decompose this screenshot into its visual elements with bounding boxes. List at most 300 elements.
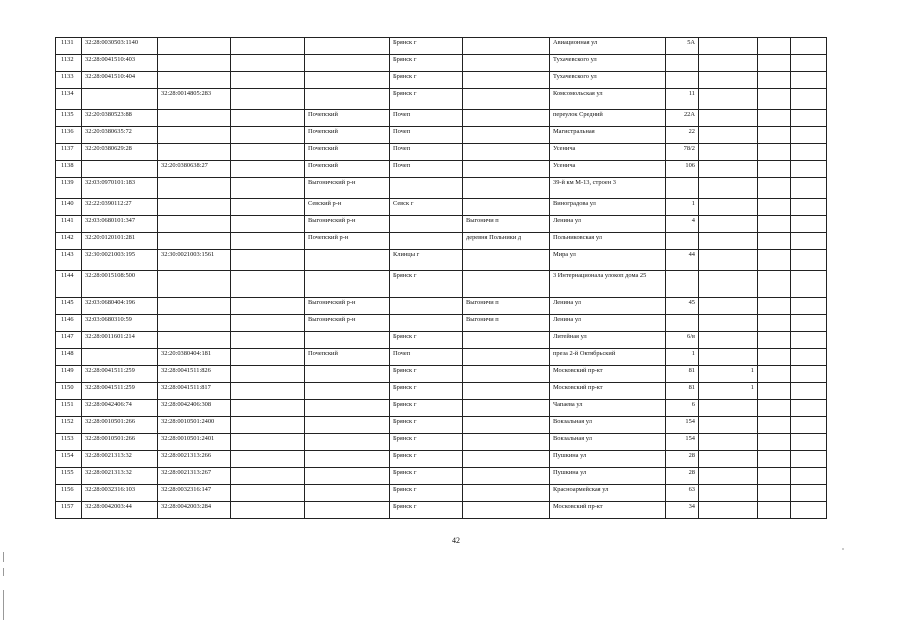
table-cell-col7: Усенича (550, 161, 666, 178)
table-cell-col5: Брянск г (390, 55, 463, 72)
table-cell-col10 (758, 55, 791, 72)
scan-edge-mark (3, 590, 4, 620)
table-row (56, 110, 827, 127)
table-cell-index: 1140 (56, 199, 82, 216)
table-cell-col4: Выгоничский р-н (305, 298, 390, 315)
table-cell-col5 (390, 178, 463, 199)
table-cell-col3 (231, 127, 305, 144)
table-cell-col6: Выгоничи п (463, 315, 550, 332)
table-cell-col2 (158, 127, 231, 144)
table-cell-col8: 44 (666, 250, 699, 271)
table-cell-col10 (758, 144, 791, 161)
table-cell-col5: Почеп (390, 144, 463, 161)
table-cell-col7: Тухачевского ул (550, 55, 666, 72)
table-cell-index: 1145 (56, 298, 82, 315)
table-cell-col11 (791, 55, 827, 72)
table-cell-col9 (699, 451, 758, 468)
table-cell-col4 (305, 271, 390, 298)
table-cell-col3 (231, 298, 305, 315)
table-cell-col10 (758, 216, 791, 233)
table-cell-col3 (231, 72, 305, 89)
table-cell-col5 (390, 315, 463, 332)
table-cell-col1: 32:28:0041510:404 (82, 72, 158, 89)
table-cell-col2: 32:28:0021313:267 (158, 468, 231, 485)
table-cell-index: 1156 (56, 485, 82, 502)
table-cell-col3 (231, 55, 305, 72)
table-cell-col4: Севский р-н (305, 199, 390, 216)
table-cell-col3 (231, 199, 305, 216)
table-cell-col11 (791, 451, 827, 468)
table-cell-col3 (231, 233, 305, 250)
table-cell-col9 (699, 110, 758, 127)
table-cell-col11 (791, 144, 827, 161)
table-cell-col2 (158, 315, 231, 332)
table-cell-col7: Вокзальная ул (550, 434, 666, 451)
table-cell-col5: Брянск г (390, 451, 463, 468)
table-cell-col7: 3 Интернационала улокоп дома 25 (550, 271, 666, 298)
table-cell-col4: Выгоничский р-н (305, 315, 390, 332)
table-cell-col5: Брянск г (390, 468, 463, 485)
table-cell-col8: 78/2 (666, 144, 699, 161)
table-cell-col2 (158, 38, 231, 55)
table-cell-col4 (305, 400, 390, 417)
table-cell-col3 (231, 468, 305, 485)
table-cell-col11 (791, 298, 827, 315)
table-cell-col5: Брянск г (390, 417, 463, 434)
table-cell-col5 (390, 233, 463, 250)
table-cell-col4 (305, 55, 390, 72)
table-cell-col2: 32:28:0032316:147 (158, 485, 231, 502)
table-cell-col9 (699, 89, 758, 110)
table-cell-col5: Брянск г (390, 400, 463, 417)
table-cell-col10 (758, 127, 791, 144)
table-cell-col5: Брянск г (390, 271, 463, 298)
table-cell-col1: 32:22:0390112:27 (82, 199, 158, 216)
table-cell-col9 (699, 271, 758, 298)
table-cell-col4: Почепский р-н (305, 233, 390, 250)
table-cell-col11 (791, 417, 827, 434)
table-cell-index: 1148 (56, 349, 82, 366)
table-cell-col1: 32:20:0380523:88 (82, 110, 158, 127)
table-cell-col7: Тухачевского ул (550, 72, 666, 89)
table-cell-col9 (699, 233, 758, 250)
table-cell-col7: 39-й км М-13, строен 3 (550, 178, 666, 199)
table-cell-col4: Выгоничский р-н (305, 178, 390, 199)
table-cell-col4 (305, 468, 390, 485)
table-cell-col7: Комсомольская ул (550, 89, 666, 110)
registry-table (55, 37, 827, 519)
table-cell-col7: Магистральная (550, 127, 666, 144)
table-cell-col1: 32:20:0380629:28 (82, 144, 158, 161)
table-body (56, 38, 827, 519)
table-cell-col1: 32:28:0041511:259 (82, 366, 158, 383)
table-row (56, 72, 827, 89)
table-cell-col8: 4 (666, 216, 699, 233)
table-cell-col1: 32:03:0680310:59 (82, 315, 158, 332)
table-cell-col2 (158, 199, 231, 216)
table-cell-col6 (463, 72, 550, 89)
table-cell-col8: 154 (666, 417, 699, 434)
table-cell-col10 (758, 400, 791, 417)
table-cell-col10 (758, 451, 791, 468)
table-cell-col4: Почепский (305, 127, 390, 144)
table-cell-col5: Брянск г (390, 332, 463, 349)
table-row (56, 468, 827, 485)
table-cell-col7: Виноградова ул (550, 199, 666, 216)
table-cell-col1: 32:03:0680101:347 (82, 216, 158, 233)
table-cell-col3 (231, 332, 305, 349)
table-cell-col6 (463, 417, 550, 434)
table-cell-col2: 32:30:0021003:1561 (158, 250, 231, 271)
table-cell-index: 1135 (56, 110, 82, 127)
table-cell-col7: Московский пр-кт (550, 366, 666, 383)
table-cell-col6 (463, 144, 550, 161)
table-cell-col3 (231, 383, 305, 400)
table-cell-index: 1144 (56, 271, 82, 298)
table-cell-index: 1151 (56, 400, 82, 417)
table-cell-col11 (791, 400, 827, 417)
table-cell-index: 1134 (56, 89, 82, 110)
table-cell-col3 (231, 161, 305, 178)
table-cell-col10 (758, 383, 791, 400)
table-cell-col5: Брянск г (390, 502, 463, 519)
table-cell-col3 (231, 434, 305, 451)
table-cell-col2: 32:28:0021313:266 (158, 451, 231, 468)
table-row (56, 502, 827, 519)
table-cell-col7: Московский пр-кт (550, 502, 666, 519)
table-cell-col11 (791, 383, 827, 400)
table-cell-col1: 32:28:0041511:259 (82, 383, 158, 400)
table-cell-col6 (463, 250, 550, 271)
table-cell-col6 (463, 434, 550, 451)
table-cell-col9 (699, 349, 758, 366)
table-cell-col4 (305, 250, 390, 271)
table-cell-col8: 81 (666, 383, 699, 400)
table-cell-col2: 32:28:0010501:2401 (158, 434, 231, 451)
table-cell-col9 (699, 434, 758, 451)
table-cell-col3 (231, 366, 305, 383)
table-cell-col6 (463, 127, 550, 144)
table-cell-col10 (758, 332, 791, 349)
table-cell-col4 (305, 366, 390, 383)
table-cell-col11 (791, 271, 827, 298)
table-cell-col9 (699, 38, 758, 55)
table-cell-col5 (390, 298, 463, 315)
table-cell-col8: 1 (666, 199, 699, 216)
table-cell-col8 (666, 271, 699, 298)
table-cell-col11 (791, 502, 827, 519)
table-cell-col5: Почеп (390, 161, 463, 178)
page-number: 42 (452, 536, 460, 545)
table-cell-col6 (463, 332, 550, 349)
table-cell-col8: 45 (666, 298, 699, 315)
table-row (56, 38, 827, 55)
table-row (56, 349, 827, 366)
table-cell-col1: 32:28:0041510:403 (82, 55, 158, 72)
table-cell-index: 1141 (56, 216, 82, 233)
table-cell-col11 (791, 332, 827, 349)
table-cell-index: 1154 (56, 451, 82, 468)
table-cell-index: 1137 (56, 144, 82, 161)
table-cell-col1: 32:20:0120101:281 (82, 233, 158, 250)
table-cell-col11 (791, 250, 827, 271)
table-cell-col6 (463, 89, 550, 110)
table-row (56, 127, 827, 144)
table-cell-col10 (758, 72, 791, 89)
table-cell-col9 (699, 55, 758, 72)
table-row (56, 161, 827, 178)
table-cell-index: 1146 (56, 315, 82, 332)
table-cell-col9 (699, 216, 758, 233)
table-cell-col7: Усенича (550, 144, 666, 161)
table-cell-index: 1138 (56, 161, 82, 178)
table-row (56, 434, 827, 451)
table-cell-col5: Брянск г (390, 89, 463, 110)
table-cell-col6 (463, 451, 550, 468)
table-cell-col11 (791, 468, 827, 485)
table-cell-col6 (463, 161, 550, 178)
table-cell-col2 (158, 72, 231, 89)
table-cell-col11 (791, 127, 827, 144)
table-cell-col7: переулок Средний (550, 110, 666, 127)
table-cell-col9 (699, 161, 758, 178)
table-cell-col4: Почепский (305, 110, 390, 127)
table-cell-col9 (699, 400, 758, 417)
table-cell-col2: 32:28:0041511:817 (158, 383, 231, 400)
table-cell-col11 (791, 233, 827, 250)
table-cell-col2: 32:20:0380404:181 (158, 349, 231, 366)
table-cell-col10 (758, 298, 791, 315)
table-cell-col2 (158, 144, 231, 161)
table-cell-col6: деревня Польники д (463, 233, 550, 250)
table-cell-col9 (699, 72, 758, 89)
table-cell-col2: 32:28:0014805:283 (158, 89, 231, 110)
scan-edge-mark (3, 552, 4, 562)
table-cell-col8: 34 (666, 502, 699, 519)
table-cell-col7: Красноармейская ул (550, 485, 666, 502)
table-cell-index: 1139 (56, 178, 82, 199)
table-cell-col9 (699, 502, 758, 519)
table-cell-col9 (699, 315, 758, 332)
table-cell-col5: Брянск г (390, 38, 463, 55)
table-cell-col4 (305, 332, 390, 349)
table-cell-col6 (463, 485, 550, 502)
table-cell-col6 (463, 349, 550, 366)
table-cell-col11 (791, 434, 827, 451)
table-cell-col1 (82, 161, 158, 178)
table-cell-col3 (231, 178, 305, 199)
table-cell-col5: Брянск г (390, 366, 463, 383)
table-cell-col2 (158, 298, 231, 315)
table-cell-col6 (463, 400, 550, 417)
table-cell-col2 (158, 332, 231, 349)
table-cell-col7: Ленина ул (550, 216, 666, 233)
table-cell-col10 (758, 250, 791, 271)
table-cell-index: 1147 (56, 332, 82, 349)
table-cell-index: 1155 (56, 468, 82, 485)
table-cell-col11 (791, 216, 827, 233)
table-cell-col4 (305, 502, 390, 519)
table-cell-col8: 1 (666, 349, 699, 366)
table-cell-col8: 6/в (666, 332, 699, 349)
table-cell-col1: 32:28:0010501:266 (82, 417, 158, 434)
table-cell-col1: 32:28:0021313:32 (82, 468, 158, 485)
table-cell-col1: 32:28:0030503:1140 (82, 38, 158, 55)
table-cell-index: 1150 (56, 383, 82, 400)
table-cell-col10 (758, 366, 791, 383)
table-cell-col3 (231, 89, 305, 110)
table-cell-col9 (699, 178, 758, 199)
table-cell-col4: Почепский (305, 144, 390, 161)
table-cell-col5: Почеп (390, 127, 463, 144)
table-cell-col4: Выгоничский р-н (305, 216, 390, 233)
table-row (56, 199, 827, 216)
table-cell-col8 (666, 55, 699, 72)
table-row (56, 250, 827, 271)
table-cell-index: 1157 (56, 502, 82, 519)
table-row (56, 451, 827, 468)
table-cell-col4: Почепский (305, 349, 390, 366)
table-cell-col9 (699, 250, 758, 271)
table-cell-col2 (158, 110, 231, 127)
table-cell-col7: Пушкина ул (550, 468, 666, 485)
table-row (56, 332, 827, 349)
table-cell-col4 (305, 72, 390, 89)
table-cell-col8 (666, 233, 699, 250)
table-cell-col7: Польниковская ул (550, 233, 666, 250)
table-cell-col9 (699, 485, 758, 502)
table-cell-col1: 32:28:0021313:32 (82, 451, 158, 468)
table-cell-col4 (305, 451, 390, 468)
table-cell-col2: 32:28:0042003:284 (158, 502, 231, 519)
table-row (56, 383, 827, 400)
table-cell-col11 (791, 366, 827, 383)
table-cell-col1: 32:28:0042406:74 (82, 400, 158, 417)
table-row (56, 298, 827, 315)
table-cell-col11 (791, 199, 827, 216)
table-cell-col8: 28 (666, 451, 699, 468)
table-cell-col8: 63 (666, 485, 699, 502)
table-cell-col11 (791, 89, 827, 110)
table-cell-col11 (791, 178, 827, 199)
scan-edge-mark (3, 568, 4, 576)
table-cell-col10 (758, 485, 791, 502)
table-cell-col2: 32:28:0010501:2400 (158, 417, 231, 434)
table-cell-col8 (666, 315, 699, 332)
table-cell-col9 (699, 127, 758, 144)
table-cell-col5: Брянск г (390, 72, 463, 89)
table-cell-col1 (82, 89, 158, 110)
table-cell-index: 1131 (56, 38, 82, 55)
table-cell-col7: Литейная ул (550, 332, 666, 349)
table-cell-col8: 11 (666, 89, 699, 110)
table-row (56, 366, 827, 383)
table-cell-col7: Авиационная ул (550, 38, 666, 55)
table-cell-col2 (158, 178, 231, 199)
table-cell-col3 (231, 315, 305, 332)
table-cell-col6 (463, 38, 550, 55)
table-cell-col5 (390, 216, 463, 233)
table-cell-col3 (231, 250, 305, 271)
table-cell-col2: 32:20:0380638:27 (158, 161, 231, 178)
table-cell-col2 (158, 271, 231, 298)
table-row (56, 315, 827, 332)
table-row (56, 485, 827, 502)
table-cell-col3 (231, 502, 305, 519)
table-cell-col7: преза 2-й Октябрьский (550, 349, 666, 366)
table-cell-col5: Брянск г (390, 434, 463, 451)
table-cell-col6: Выгоничи п (463, 216, 550, 233)
table-cell-col4 (305, 417, 390, 434)
table-cell-col5: Почеп (390, 110, 463, 127)
table-cell-col11 (791, 161, 827, 178)
table-cell-col8 (666, 72, 699, 89)
table-cell-col11 (791, 349, 827, 366)
table-cell-col11 (791, 72, 827, 89)
table-cell-col7: Вокзальная ул (550, 417, 666, 434)
table-cell-col1: 32:03:0680404:196 (82, 298, 158, 315)
table-cell-col2: 32:28:0041511:826 (158, 366, 231, 383)
table-cell-col1 (82, 349, 158, 366)
table-cell-col3 (231, 485, 305, 502)
table-cell-col3 (231, 451, 305, 468)
table-cell-col6 (463, 199, 550, 216)
table-cell-col5: Почеп (390, 349, 463, 366)
table-row (56, 400, 827, 417)
table-cell-col5: Клинцы г (390, 250, 463, 271)
table-cell-col1: 32:03:0970101:183 (82, 178, 158, 199)
table-cell-col6 (463, 55, 550, 72)
table-cell-col4 (305, 434, 390, 451)
table-cell-col6 (463, 502, 550, 519)
table-cell-col2 (158, 55, 231, 72)
table-cell-col11 (791, 315, 827, 332)
table-cell-col3 (231, 271, 305, 298)
table-cell-index: 1152 (56, 417, 82, 434)
table-cell-col7: Ленина ул (550, 315, 666, 332)
table-cell-col2: 32:28:0042406:308 (158, 400, 231, 417)
table-cell-col11 (791, 110, 827, 127)
table-cell-col8: 22А (666, 110, 699, 127)
table-cell-col7: Московский пр-кт (550, 383, 666, 400)
table-cell-col8: 22 (666, 127, 699, 144)
table-cell-col9 (699, 298, 758, 315)
table-cell-col10 (758, 502, 791, 519)
table-row (56, 417, 827, 434)
table-cell-index: 1136 (56, 127, 82, 144)
table-cell-col7: Ленина ул (550, 298, 666, 315)
table-cell-col1: 32:28:0015108:500 (82, 271, 158, 298)
table-cell-col5: Брянск г (390, 383, 463, 400)
table-cell-col8: 28 (666, 468, 699, 485)
table-cell-col8: 154 (666, 434, 699, 451)
table-cell-col4 (305, 383, 390, 400)
table-cell-col8: 6 (666, 400, 699, 417)
table-cell-col9 (699, 199, 758, 216)
table-cell-col1: 32:28:0032316:103 (82, 485, 158, 502)
table-cell-col9: 1 (699, 383, 758, 400)
table-row (56, 144, 827, 161)
table-cell-col10 (758, 178, 791, 199)
table-cell-col1: 32:28:0011601:214 (82, 332, 158, 349)
table-cell-col8: 5А (666, 38, 699, 55)
table-cell-col10 (758, 315, 791, 332)
table-cell-col9 (699, 144, 758, 161)
table-cell-col10 (758, 434, 791, 451)
table-row (56, 216, 827, 233)
table-cell-col10 (758, 199, 791, 216)
table-cell-col10 (758, 38, 791, 55)
